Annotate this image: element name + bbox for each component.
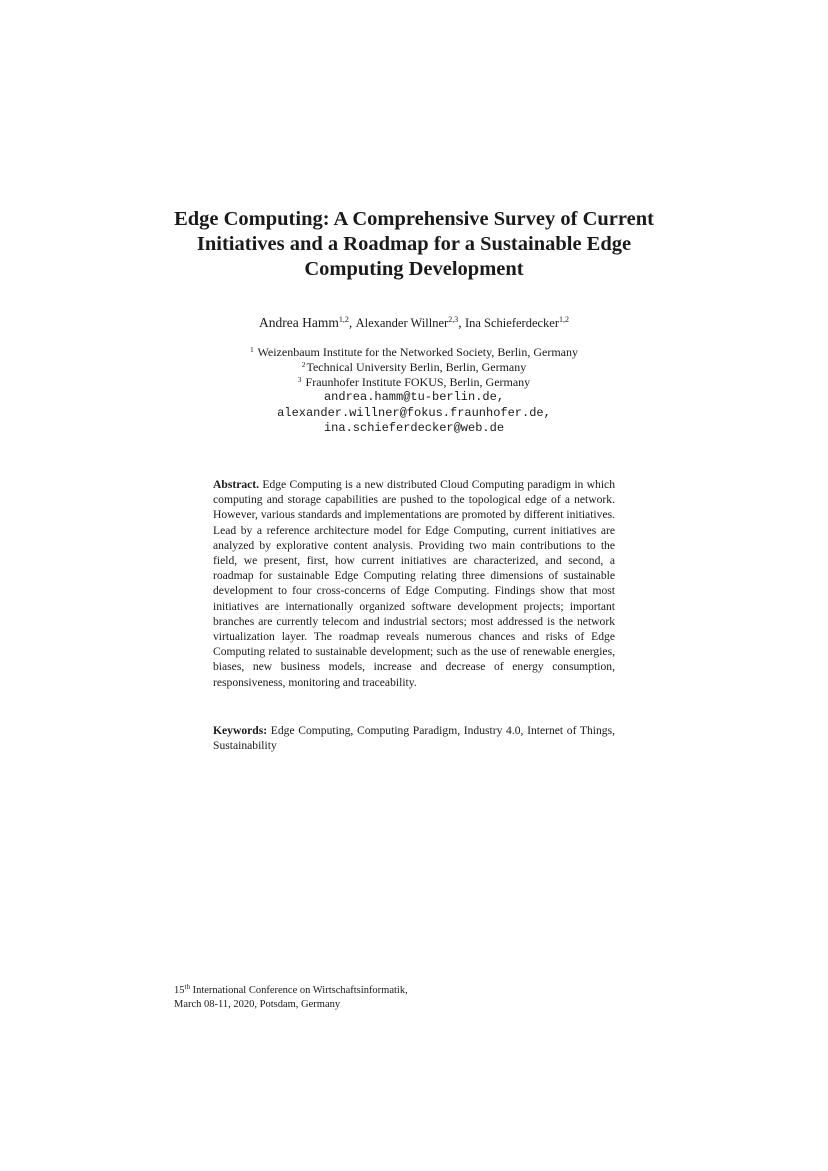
author-name: Alexander Willner: [355, 316, 449, 330]
author-list: [150, 314, 678, 332]
affiliation-line: [150, 360, 678, 375]
email-address[interactable]: alexander.willner@fokus.fraunhofer.de,: [277, 405, 551, 420]
title-line-1: Edge Computing: A Comprehensive Survey of Current: [174, 208, 654, 230]
footnote-text: International Conference on Wirtschaftsinformatik,: [192, 985, 408, 996]
affiliation-number: 1: [249, 345, 254, 354]
footnote-ordinal: th: [184, 983, 190, 991]
keywords-text: Edge Computing, Computing Paradigm, Industry 4.0, Internet of Things, Sustainability: [213, 724, 615, 753]
title-line-2: Initiatives and a Roadmap for a Sustainable Edge: [196, 233, 632, 255]
email-address[interactable]: ina.schieferdecker@web.de: [323, 421, 505, 435]
title-line-3: Computing Development: [304, 258, 524, 280]
author-separator: ,: [348, 315, 356, 330]
footnote-line-1: [174, 984, 408, 998]
author-affiliation-marker: 1,2: [559, 315, 570, 324]
affiliation-number: 2: [301, 360, 306, 369]
author-affiliation-marker: 1,2: [338, 315, 349, 324]
footnote-number: 15: [174, 985, 185, 996]
affiliation-text: Weizenbaum Institute for the Networked Society, Berlin, Germany: [257, 345, 579, 359]
author-name: Andrea Hamm: [258, 315, 339, 330]
keywords-label: Keywords:: [213, 724, 268, 737]
paper-title: [150, 207, 678, 282]
abstract-label: Abstract.: [213, 478, 260, 491]
affiliation-text: Fraunhofer Institute FOKUS, Berlin, Germany: [305, 375, 531, 389]
affiliation-line: [150, 345, 678, 360]
abstract-text: Edge Computing is a new distributed Cloud Computing paradigm in which computing and storage capabilities are pushed to the topological edge of a network. However, various standards and implementations are promoted by different initiatives. Lead by a reference architecture model for Edge Computing, current initiatives are analyzed by explorative content analysis. Providing two main contributions to the field, we present, first, how current initiatives are characterized, and second, a roadmap for sustainable Edge Computing relating three dimensions of sustainable development to four cross-concerns of Edge Computing. Findings show that most initiatives are internationally organized software development projects; important branches are currently telecom and industrial sectors; most addressed is the network virtualization layer. The roadmap reveals numerous chances and risks of Edge Computing related to sustainable development; such as the use of renewable energies, biases, new business models, increase and decrease of energy consumption, responsiveness, monitoring and traceability.: [213, 478, 615, 689]
affiliation-number: 3: [297, 375, 302, 384]
affiliation-line: [150, 375, 678, 390]
affiliation-block: [150, 345, 678, 437]
footnote-line-2: March 08-11, 2020, Potsdam, Germany: [174, 999, 341, 1010]
affiliation-text: Technical University Berlin, Berlin, Germany: [306, 360, 527, 374]
keywords-section: [213, 723, 615, 753]
author-affiliation-marker: 2,3: [448, 315, 459, 324]
abstract-section: [213, 477, 615, 690]
author-separator: ,: [458, 315, 465, 330]
conference-footnote: [174, 984, 408, 1012]
author-name: Ina Schieferdecker: [464, 316, 560, 330]
email-address[interactable]: andrea.hamm@tu-berlin.de,: [323, 390, 505, 404]
